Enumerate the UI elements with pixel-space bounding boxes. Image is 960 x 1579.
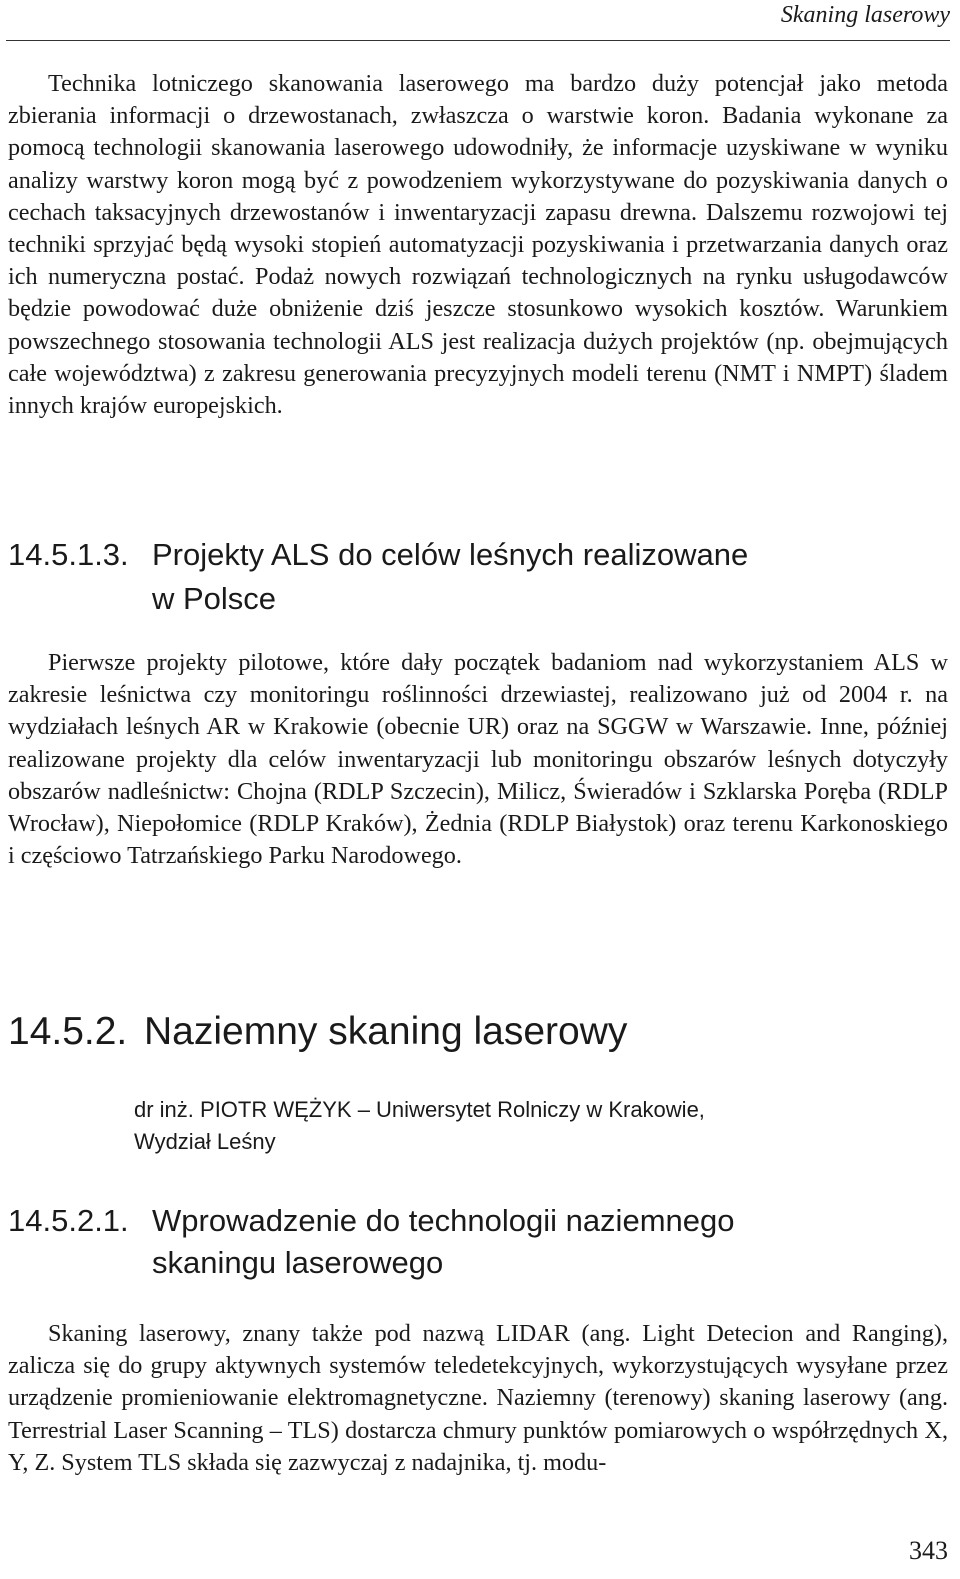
section-number: 14.5.2. xyxy=(8,1010,128,1053)
section-heading-tls-intro xyxy=(8,1200,734,1284)
section-number: 14.5.1.3. xyxy=(8,537,129,572)
author-affiliation xyxy=(134,1094,705,1158)
page-number: 343 xyxy=(909,1536,948,1565)
paragraph-text: Skaning laserowy, znany także pod nazwą LIDAR (ang. Light Detecion and Ranging), zalicza się do grupy aktywnych systemów teledetekcyjnych, wykorzystujących wysyłane przez urządzenie promieniowanie elektromagnetyczne. Naziemny (terenowy) skaning laserowy (ang. Terrestrial Laser Scanning – TLS) dostarcza chmury punktów pomiarowych o współrzędnych X, Y, Z. System TLS składa się zazwyczaj z nadajnika, tj. modu- xyxy=(8,1320,948,1476)
section-title-line: w Polsce xyxy=(152,581,277,616)
section-title: Naziemny skaning laserowy xyxy=(144,1010,628,1053)
section-number: 14.5.2.1. xyxy=(8,1203,129,1238)
running-head: Skaning laserowy xyxy=(780,2,950,28)
header-rule xyxy=(6,40,950,41)
paragraph-text: Technika lotniczego skanowania laserowego ma bardzo duży potencjał jako metoda zbierania informacji o drzewostanach, zwłaszcza o warstwie koron. Badania wykonane za pomocą technologii skanowania laserowego udowodniły, że informacje uzyskiwane w wyniku analizy warstwy koron mogą być z powodzeniem wykorzystywane do pozyskiwania danych o cechach taksacyjnych drzewostanów i inwentaryzacji zapasu drewna. Dalszemu rozwojowi tej techniki sprzyjać będą wysoki stopień automatyzacji pozyskiwania i przetwarzania danych oraz ich numeryczna postać. Podaż nowych rozwiązań technologicznych na rynku usługodawców będzie powodować duże obniżenie dziś jeszcze stosunkowo wysokich kosztów. Warunkiem powszechnego stosowania technologii ALS jest realizacja dużych projektów (np. obejmujących całe województwa) z zakresu generowania precyzyjnych modeli terenu (NMT i NMPT) śladem innych krajów europejskich. xyxy=(8,70,948,420)
section-title-line: Projekty ALS do celów leśnych realizowane xyxy=(152,537,749,572)
author-line: Wydział Leśny xyxy=(134,1129,276,1154)
section-title-line: skaningu laserowego xyxy=(152,1245,444,1280)
paragraph-als-potential xyxy=(8,68,948,422)
author-line: dr inż. PIOTR WĘŻYK – Uniwersytet Rolniczy w Krakowie, xyxy=(134,1097,705,1122)
paragraph-lidar-definition xyxy=(8,1318,948,1479)
section-heading-als-projects xyxy=(8,533,748,621)
paragraph-pilot-projects xyxy=(8,647,948,872)
section-title-line: Wprowadzenie do technologii naziemnego xyxy=(152,1203,735,1238)
paragraph-text: Pierwsze projekty pilotowe, które dały początek badaniom nad wykorzystaniem ALS w zakresie leśnictwa czy monitoringu roślinności drzewiastej, realizowano już od 2004 r. na wydziałach leśnych AR w Krakowie (obecnie UR) oraz na SGGW w Warszawie. Inne, później realizowane projekty dla celów inwentaryzacji lub monitoringu obszarów leśnych dotyczyły obszarów nadleśnictw: Chojna (RDLP Szczecin), Milicz, Świeradów i Szklarska Poręba (RDLP Wrocław), Niepołomice (RDLP Kraków), Żednia (RDLP Białystok) oraz terenu Karkonoskiego i częściowo Tatrzańskiego Parku Narodowego. xyxy=(8,649,948,870)
section-heading-terrestrial-scanning xyxy=(8,1007,627,1057)
